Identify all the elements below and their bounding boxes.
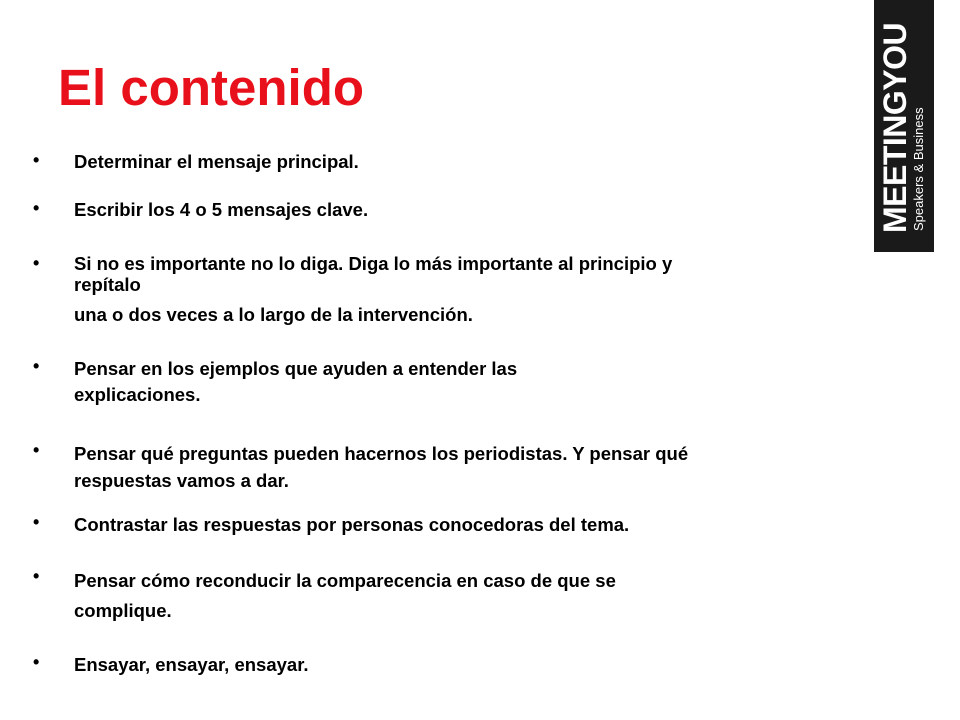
bullet-line: complique. [74,600,172,621]
bullet-line: respuestas vamos a dar. [74,470,289,491]
bullet-dot: • [33,512,40,532]
bullet-text [74,198,924,222]
bullet-dot: • [33,150,40,170]
bullet-line: Escribir los 4 o 5 mensajes clave. [74,199,369,220]
bullet-dot: • [33,198,40,218]
bullet-line: Si no es importante no lo diga. Diga lo más importante al principio y [74,253,673,274]
bullet-dot: • [33,356,40,376]
bullet-dot: • [33,253,40,273]
bullet-text [74,512,924,538]
bullet-dot: • [33,566,40,586]
bullet-text [74,566,924,626]
bullet-line: Determinar el mensaje principal. [74,151,359,172]
bullet-line: repítalo [74,274,141,295]
bullet-line: explicaciones. [74,384,201,405]
bullet-dot: • [33,652,40,672]
bullet-line: Pensar en los ejemplos que ayuden a entender las [74,358,518,379]
bullet-text [74,356,924,408]
bullet-line: Ensayar, ensayar, ensayar. [74,654,309,675]
bullet-text [74,253,924,327]
bullet-line: Contrastar las respuestas por personas conocedoras del tema. [74,514,630,535]
brand-name: MEETINGYOU [877,22,913,233]
brand-tagline: Speakers & Business [911,107,926,231]
bullet-dot: • [33,440,40,460]
bullet-text [74,652,924,678]
bullet-line: Pensar cómo reconducir la comparecencia en caso de que se [74,570,616,591]
bullet-line: una o dos veces a lo largo de la intervención. [74,304,473,325]
bullet-text [74,150,924,174]
bullet-line: Pensar qué preguntas pueden hacernos los periodistas. Y pensar qué [74,443,689,464]
bullet-text [74,440,924,494]
slide-title: El contenido [58,59,364,116]
